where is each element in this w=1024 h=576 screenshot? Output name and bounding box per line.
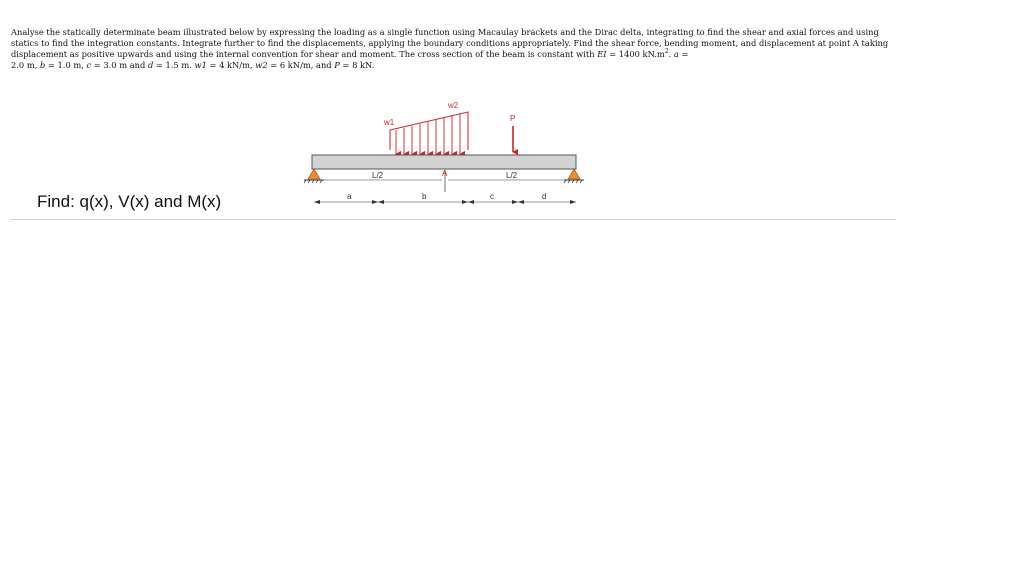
p-symbol: P [334, 60, 340, 70]
half-span-right-label: L/2 [506, 171, 518, 180]
separator: . [668, 49, 674, 59]
divider [10, 219, 896, 220]
ei-exponent: 2 [664, 48, 669, 56]
point-load-label: P [510, 114, 516, 123]
c-symbol: c [86, 60, 92, 70]
w2-value: = 6 kN/m, and [267, 60, 335, 70]
d-value: = 1.5 m. [153, 60, 195, 70]
problem-intro: Analyse the statically determinate beam illustrated below by expressing the loading as a single function using Macaulay brackets and the Dirac delta, integrating to find the shear and axial forces and using statics to find the integration constants. Integrate further to find the displacements, applying the boundary conditions appropriately. Find the shear force, bending moment, and displacement at point A taking displacement as positive upwards and using the internal convention for shear and moment. The cross section of the beam is constant with [11, 27, 889, 59]
dimension-line [314, 192, 576, 202]
left-support [304, 169, 324, 183]
a-equals: = [678, 49, 689, 59]
ei-symbol: EI [597, 49, 607, 59]
a-symbol: a [673, 49, 679, 59]
beam-diagram [300, 96, 600, 214]
w2-label: w2 [448, 101, 459, 110]
ei-value: = 1400 kN.m [606, 49, 665, 59]
w1-value: = 4 kN/m, [206, 60, 256, 70]
point-a-label: A [442, 169, 448, 178]
find-prompt: Find: q(x), V(x) and M(x) [37, 192, 222, 211]
dim-d-label: d [542, 192, 547, 201]
half-span-left-label: L/2 [372, 171, 384, 180]
c-value: = 3.0 m and [91, 60, 148, 70]
problem-statement [11, 27, 901, 71]
left-support-triangle [308, 169, 320, 179]
point-load [510, 114, 515, 152]
half-span-markers [320, 169, 570, 192]
load-envelope [390, 112, 468, 150]
w2-symbol: w2 [255, 60, 268, 70]
beam [312, 155, 576, 169]
distributed-load [383, 101, 468, 154]
dim-c-label: c [490, 192, 494, 201]
d-symbol: d [147, 60, 154, 70]
dim-b-label: b [422, 192, 427, 201]
a-value: 2.0 m, [11, 60, 40, 70]
right-support-triangle [568, 169, 580, 179]
b-symbol: b [39, 60, 46, 70]
p-value: = 8 kN. [339, 60, 375, 70]
right-support [564, 169, 584, 183]
dim-a-label: a [347, 192, 352, 201]
w1-label: w1 [384, 118, 395, 127]
w1-symbol: w1 [194, 60, 207, 70]
b-value: = 1.0 m, [45, 60, 87, 70]
